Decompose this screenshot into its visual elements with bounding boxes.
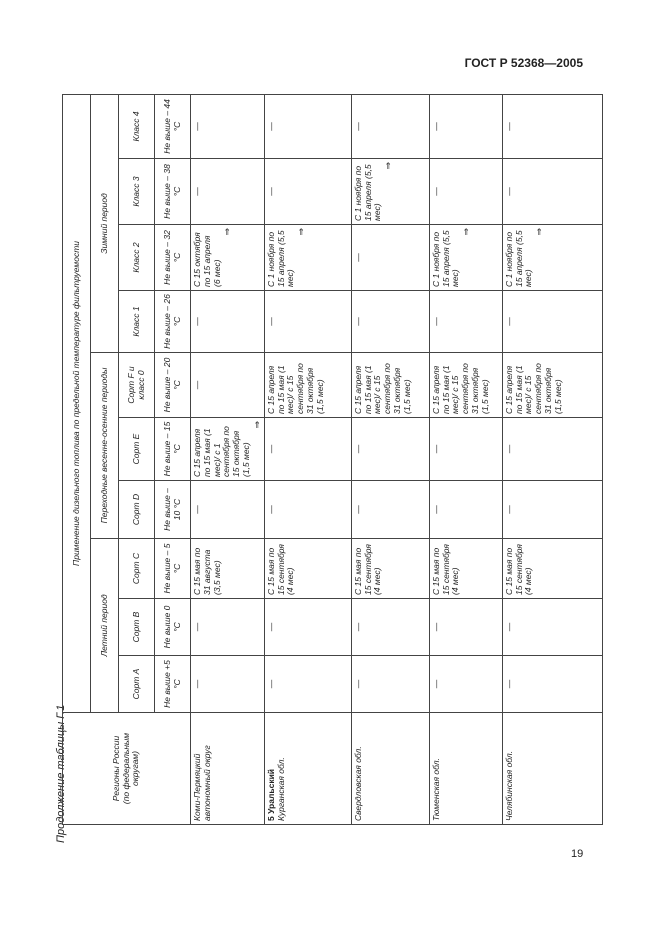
- grade-header: Сорт C: [119, 539, 155, 599]
- period-text: С 15 апреля по 15 мая (1 мес)/ с 1 сентября по 15 октября (1,5 мес): [192, 426, 251, 477]
- grade-header: Класс 2: [119, 225, 155, 291]
- rotated-table-wrapper: [62, 95, 584, 825]
- temp-header: Не выше – 44 °С: [155, 94, 191, 158]
- arrow-right-icon: ⇒: [296, 228, 307, 236]
- period-cell: [429, 225, 502, 291]
- header-row-top: [63, 94, 91, 824]
- period-text: —: [430, 317, 441, 326]
- period-cell: [191, 656, 265, 713]
- period-text: С 15 мая по 15 сентября (4 мес): [352, 544, 383, 595]
- period-cell: [429, 481, 502, 539]
- region-name: Свердловская обл.: [352, 746, 363, 821]
- period-text: —: [192, 380, 202, 390]
- period-text: —: [503, 317, 514, 326]
- period-text: —: [352, 505, 363, 514]
- period-text: —: [503, 187, 514, 196]
- period-cell: [191, 225, 265, 291]
- arrow-right-icon: ⇒: [461, 228, 472, 236]
- period-cell: [264, 418, 351, 481]
- period-cell: [351, 159, 429, 225]
- period-text: С 15 мая по 15 сентября (4 мес): [265, 544, 296, 595]
- period-text: —: [265, 187, 276, 196]
- arrow-right-icon: ⇒: [222, 228, 233, 236]
- table-row: [502, 94, 602, 824]
- period-cell: [264, 539, 351, 599]
- period-cell: [502, 481, 602, 539]
- section-title: 5 Уральский: [265, 768, 276, 821]
- grade-header: Сорт D: [119, 481, 155, 539]
- temp-header: Не выше +5 °С: [155, 656, 191, 713]
- period-cell: [351, 291, 429, 353]
- period-cell: [191, 291, 265, 353]
- period-text: —: [352, 317, 363, 326]
- period-cell: [429, 418, 502, 481]
- temp-header: Не выше – 10 °С: [155, 481, 191, 539]
- arrow-right-icon: ⇒: [534, 228, 545, 236]
- period-text: С 15 апреля по 15 мая (1 мес)/ с 15 сентября по 31 октября (1,5 мес): [352, 363, 412, 414]
- period-text: —: [430, 679, 441, 689]
- temp-header: Не выше – 26 °С: [155, 291, 191, 353]
- grade-header: Класс 4: [119, 94, 155, 158]
- period-cell: [502, 159, 602, 225]
- period-text: —: [192, 679, 202, 689]
- period-text: —: [352, 679, 363, 689]
- period-cell: [429, 291, 502, 353]
- period-text: —: [503, 622, 514, 632]
- region-name: Челябинская обл.: [503, 750, 514, 821]
- period-text: С 15 октября по 15 апреля (6 мес): [192, 232, 222, 287]
- temp-header: Не выше – 5 °С: [155, 539, 191, 599]
- period-text: —: [192, 317, 202, 326]
- winter-header: Зимний период: [91, 94, 119, 352]
- period-cell: [191, 94, 265, 158]
- period-cell: [191, 539, 265, 599]
- standard-header: ГОСТ Р 52368—2005: [464, 56, 583, 70]
- period-text: —: [503, 122, 514, 131]
- period-cell: [264, 291, 351, 353]
- period-text: С 15 апреля по 15 мая (1 мес)/ с 15 сентября по 31 октября (1,5 мес): [503, 363, 563, 414]
- period-cell: [429, 599, 502, 656]
- region-name: Тюменская обл.: [430, 758, 441, 821]
- region-cell: [191, 713, 265, 825]
- temp-header: Не выше – 20 °С: [155, 353, 191, 418]
- period-text: С 1 ноября по 15 апреля (5,5 мес): [265, 230, 296, 287]
- period-cell: [502, 291, 602, 353]
- period-text: —: [265, 122, 276, 131]
- region-cell: [502, 713, 602, 825]
- period-text: —: [192, 622, 202, 632]
- grade-header: Класс 3: [119, 159, 155, 225]
- period-text: —: [352, 444, 363, 454]
- period-cell: [351, 225, 429, 291]
- table-row: [351, 94, 429, 824]
- period-cell: [502, 225, 602, 291]
- arrow-right-icon: ⇒: [383, 162, 394, 170]
- period-text: —: [503, 679, 514, 689]
- table-row: [429, 94, 502, 824]
- region-name: Коми-Пермяцкий автономный округ: [192, 745, 212, 821]
- period-text: —: [430, 187, 441, 196]
- period-cell: [351, 539, 429, 599]
- period-cell: [191, 599, 265, 656]
- period-cell: [264, 225, 351, 291]
- period-text: —: [503, 444, 514, 454]
- period-text: —: [430, 122, 441, 131]
- period-text: —: [430, 622, 441, 632]
- top-header: Применение дизельного топлива по предельной температуре фильтруемости: [63, 94, 91, 712]
- grade-header: Класс 1: [119, 291, 155, 353]
- period-text: —: [265, 505, 276, 514]
- period-text: С 15 апреля по 15 мая (1 мес)/ с 15 сентября по 31 октября (1,5 мес): [265, 363, 325, 414]
- period-text: —: [352, 122, 363, 131]
- period-cell: [191, 353, 265, 418]
- period-text: —: [503, 505, 514, 514]
- region-name: Курганская обл.: [275, 757, 286, 821]
- period-cell: [502, 353, 602, 418]
- region-cell: [264, 713, 351, 825]
- period-cell: [429, 539, 502, 599]
- period-cell: [191, 418, 265, 481]
- period-cell: [429, 353, 502, 418]
- period-text: —: [192, 187, 202, 196]
- period-text: С 1 ноября по 15 апреля (5,5 мес): [352, 164, 383, 221]
- temp-header: Не выше – 38 °С: [155, 159, 191, 225]
- period-cell: [502, 599, 602, 656]
- period-cell: [429, 94, 502, 158]
- table-caption: Продолжение таблицы Г.1: [55, 704, 67, 843]
- period-text: С 1 ноября по 15 апреля (5,5 мес): [503, 230, 534, 287]
- period-text: —: [265, 444, 276, 454]
- page-number: 19: [571, 848, 584, 860]
- period-cell: [429, 656, 502, 713]
- period-cell: [351, 418, 429, 481]
- period-cell: [264, 656, 351, 713]
- region-cell: [351, 713, 429, 825]
- grade-header: Сорт E: [119, 418, 155, 481]
- period-text: С 15 апреля по 15 мая (1 мес)/ с 15 сентября по 31 октября (1,5 мес): [430, 363, 490, 414]
- period-text: —: [430, 505, 441, 514]
- transition-header: Переходные весенне-осенние периоды: [91, 353, 119, 539]
- summer-header: Летний период: [91, 539, 119, 713]
- period-text: —: [352, 622, 363, 632]
- period-cell: [502, 656, 602, 713]
- grade-header: Сорт F и класс 0: [119, 353, 155, 418]
- period-cell: [429, 159, 502, 225]
- period-cell: [351, 481, 429, 539]
- period-cell: [502, 539, 602, 599]
- period-text: С 15 мая по 15 сентября (4 мес): [430, 544, 461, 595]
- period-text: —: [192, 505, 202, 514]
- temp-header: Не выше 0 °С: [155, 599, 191, 656]
- grade-header: Сорт B: [119, 599, 155, 656]
- period-cell: [191, 481, 265, 539]
- period-cell: [264, 599, 351, 656]
- period-cell: [351, 599, 429, 656]
- temp-header: Не выше – 32 °С: [155, 225, 191, 291]
- period-cell: [351, 353, 429, 418]
- period-text: —: [352, 253, 363, 262]
- period-cell: [351, 656, 429, 713]
- period-cell: [191, 159, 265, 225]
- region-cell: [429, 713, 502, 825]
- period-text: —: [265, 679, 276, 689]
- region-header: Регионы России (по федеральным округам): [63, 713, 191, 825]
- period-cell: [264, 94, 351, 158]
- period-cell: [502, 94, 602, 158]
- period-text: С 15 мая по 15 сентября (4 мес): [503, 544, 534, 595]
- period-cell: [264, 481, 351, 539]
- period-cell: [264, 159, 351, 225]
- period-cell: [351, 94, 429, 158]
- fuel-table: [62, 94, 603, 825]
- arrow-right-icon: ⇒: [251, 421, 262, 429]
- period-text: С 1 ноября по 15 апреля (5,5 мес): [430, 230, 461, 287]
- period-text: —: [430, 444, 441, 454]
- table-row: [191, 94, 265, 824]
- period-text: С 15 мая по 31 августа (3,5 мес): [192, 547, 222, 595]
- grade-header: Сорт A: [119, 656, 155, 713]
- period-text: —: [192, 122, 202, 131]
- period-text: —: [265, 317, 276, 326]
- period-text: —: [265, 622, 276, 632]
- period-cell: [502, 418, 602, 481]
- period-cell: [264, 353, 351, 418]
- table-row: [264, 94, 351, 824]
- temp-header: Не выше – 15 °С: [155, 418, 191, 481]
